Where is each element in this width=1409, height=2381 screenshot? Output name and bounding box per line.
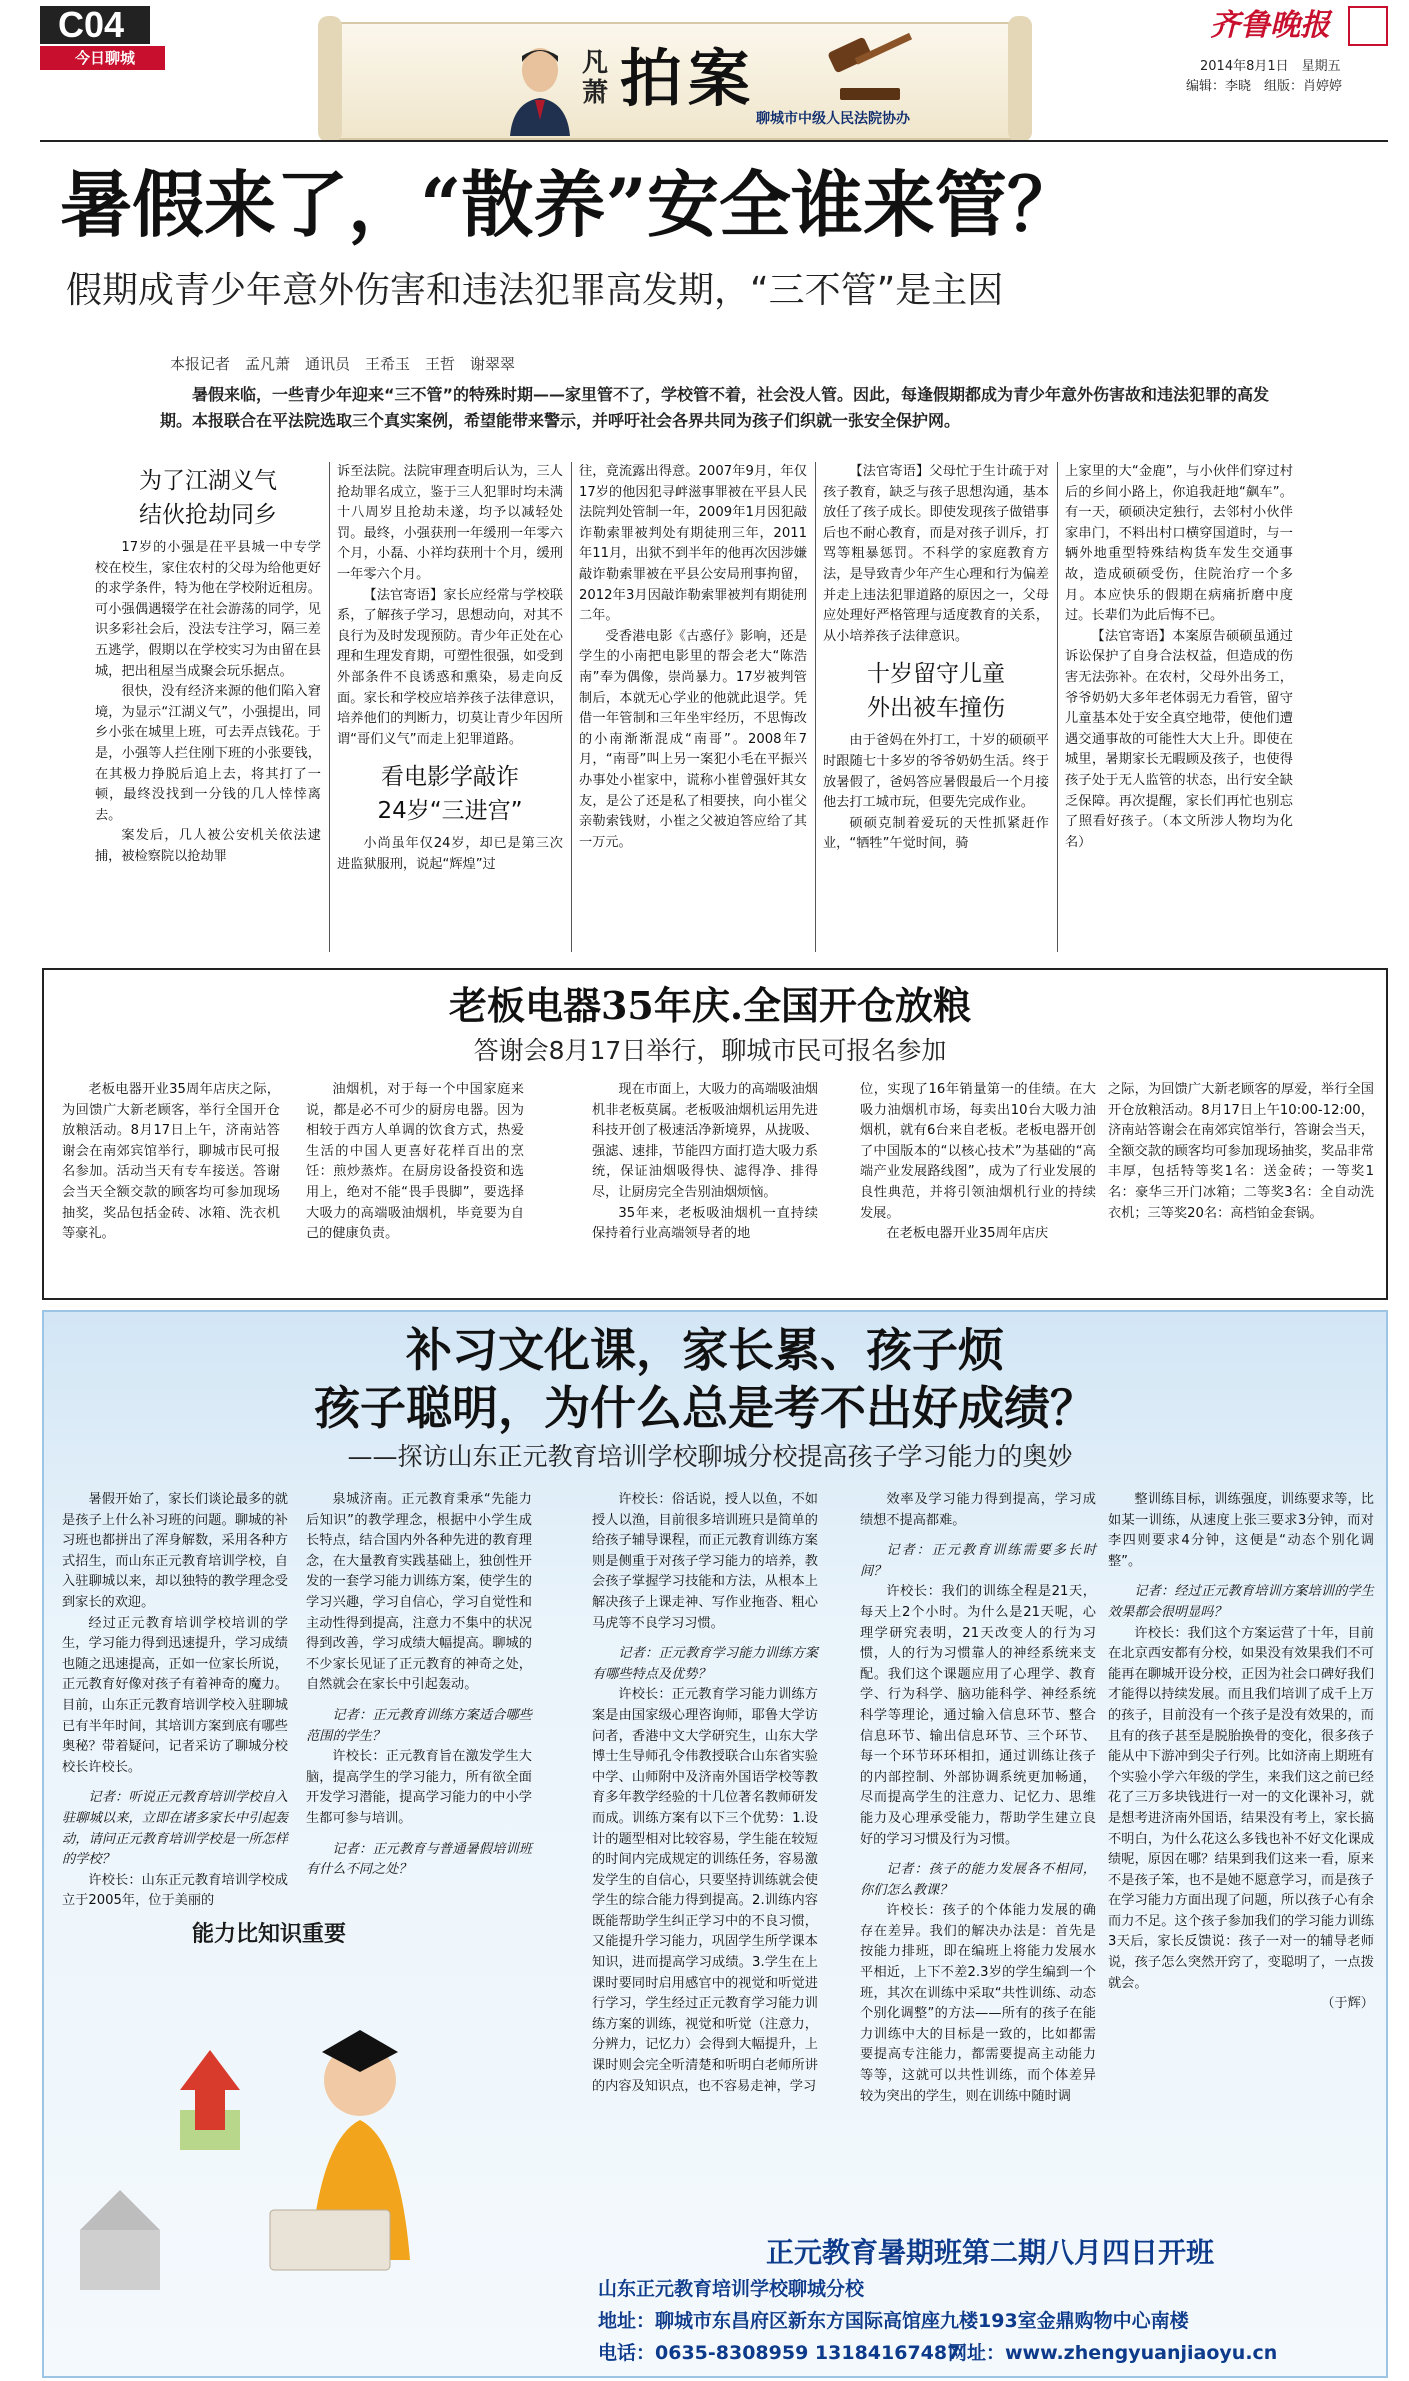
story3-col2 [306, 1490, 532, 1890]
interview-answer: 许校长：正元教育旨在激发学生大脑，提高学生的学习能力，所有欲全面开发学习潜能，提高学习能力的中小学生都可参与培训。 [306, 1749, 532, 1826]
story2-col3 [592, 1080, 818, 1290]
story1-col2 [337, 462, 563, 952]
paragraph: 【法官寄语】本案原告硕硕虽通过诉讼保护了自身合法权益，但造成的伤害无法弥补。在农村，父母外出务工，爷爷奶奶大多年老体弱无力看管，留守儿童基本处于安全真空地带，使他们遭遇交通事故的可能性大大上升。即使在城里，暑期家长无暇顾及孩子，也使得孩子处于无人监管的状态，出行安全缺乏保障。再次提醒，家长们再忙也别忘了照看好孩子。（本文所涉人物均为化名） [1065, 628, 1293, 850]
editor-line: 编辑：李晓 组版：肖婷婷 [1186, 79, 1343, 94]
story3-col3 [592, 1490, 818, 2230]
masthead [0, 0, 1409, 140]
interview-answer: 许校长：正元教育学习能力训练方案是由国家级心理咨询师，耶鲁大学访问者，香港中文大学研究生，山东大学博士生导师孔令伟教授联合山东省实验中学、山师附中及济南外国语学校等教育多年教学经验的十几位著名教师研发而成。训练方案有以下三个优势：1.设计的题型相对比较容易，学生能在较短的时间内完成规定的训练任务，容易激发学生的自信心，只要坚持训练就会使学生的综合能力得到提高。2.训练内容既能帮助学生纠正学习中的不良习惯，又能提升学习能力，巩固学生所学课本知识，进而提高学习成绩。3.学生在上课时要同时启用感官中的视觉和听觉进行学习，学生经过正元教育学习能力训练方案的训练，视觉和听觉（注意力，分辨力，记忆力）会得到大幅提升，上课时则会完全听清楚和听明白老师所讲的内容及知识点，也不容易走神，学习 [592, 1687, 818, 2094]
ad-address: 地址：聊城市东昌府区新东方国际高馆座九楼193室金鼎购物中心南楼 [598, 2310, 1189, 2332]
paragraph: 小尚虽年仅24岁，却已是第三次进监狱服刑，说起“辉煌”过 [337, 836, 563, 872]
interview-question: 记者：正元教育训练方案适合哪些范围的学生？ [306, 1707, 532, 1744]
interview-answer: 许校长：我们这个方案运营了十年，目前在北京西安都有分校，如果没有效果我们不可能再在聊城开设分校，正因为社会口碑好我们才能得以持续发展。而且我们培训了成千上万的孩子，目前没有一个孩子是没有效果的，而且有的孩子甚至是脱胎换骨的变化，很多孩子能从中下游冲到尖子行列。比如济南上期班有个实验小学六年级的学生，来我们这之前已经花了三万多块钱进行一对一的文化课补习，就是想考进济南外国语，结果没有考上，家长搞不明白，为什么花这么多钱也补不好文化课成绩呢，原因在哪？结果到我们这来一看，原来不是孩子笨，也不是她不愿意学习，而是孩子在学习能力方面出现了问题，所以孩子心有余而力不足。这个孩子参加我们的学习能力训练3天后，家长反馈说：孩子一对一的辅导老师说，孩子怎么突然开窍了，变聪明了，一点拨就会。 [1108, 1625, 1374, 1991]
ad-phone: 电话：0635-8308959 13184167487 [598, 2342, 961, 2364]
paragraph: 诉至法院。法院审理查明后认为，三人抢劫罪名成立，鉴于三人犯罪时均未满十八周岁且抢劫未遂，均予以减轻处罚。最终，小强获刑一年缓刑一年零六个月，小磊、小祥均获刑十个月，缓刑一年零六个月。 [337, 464, 563, 582]
story1-col1 [95, 462, 321, 952]
paragraph: 经过正元教育培训学校培训的学生，学习能力得到迅速提升，学习成绩也随之迅速提高，正如一位家长所说，正元教育好像对孩子有着神奇的魔力。目前，山东正元教育培训学校入驻聊城已有半年时间，其培训方案到底有哪些奥秘？带着疑问，记者采访了聊城分校校长许校长。 [62, 1615, 288, 1775]
story2-subhead: 答谢会8月17日举行，聊城市民可报名参加 [473, 1036, 947, 1065]
interview-answer: 许校长：孩子的个体能力发展的确存在差异。我们的解决办法是：首先是按能力排班，即在编班上将能力发展水平相近，上下不差2.3岁的学生编到一个班，其次在训练中采取“共性训练、动态个别化调整”的方法——所有的孩子在能力训练中大的目标是一致的，比如都需要提高专注能力，都需要提高主动能力等等，这就可以共性训练，而个体差异较为突出的学生，则在训练中随时调 [860, 1903, 1096, 2104]
page-code: C04 [58, 4, 125, 45]
story1-sub1: 为了江湖义气 结伙抢劫同乡 [139, 468, 277, 528]
story2-col2 [306, 1080, 524, 1290]
story1-subhead: 假期成青少年意外伤害和违法犯罪高发期，“三不管”是主因 [66, 270, 1004, 311]
story3-headline2: 孩子聪明，为什么总是考不出好成绩？ [314, 1381, 1096, 1435]
paragraph: 上家里的大“金鹿”，与小伙伴们穿过村后的乡间小路上，你追我赶地“飙车”。有一天，硕硕决定独行，去邻村小伙伴家串门，不料出村口横穿国道时，与一辆外地重型特殊结构货车发生交通事故，造成硕硕受伤，住院治疗一个多月。本应快乐的假期在病痛折磨中度过。长辈们为此后悔不已。 [1065, 464, 1293, 624]
story3-col4 [860, 1490, 1096, 2230]
child-illustration [60, 1960, 560, 2300]
paragraph: 效率及学习能力得到提高，学习成绩想不提高都难。 [860, 1492, 1096, 1528]
story1-col3 [579, 462, 807, 952]
interview-answer: 许校长：山东正元教育培训学校成立于2005年，位于美丽的 [62, 1872, 288, 1909]
interview-answer: 许校长：俗话说，授人以鱼，不如授人以渔，目前很多培训班只是简单的给孩子辅导课程，而正元教育训练方案则是侧重于对孩子学习能力的培养，教会孩子掌握学习技能和方法，从根本上解决孩子上课走神、写作业拖沓、粗心马虎等不良学习习惯。 [592, 1492, 818, 1631]
story2-headline: 老板电器35年庆.全国开仓放粮 [448, 983, 972, 1028]
story1-intro: 暑假来临，一些青少年迎来“三不管”的特殊时期——家里管不了，学校管不着，社会没人管。因此，每逢假期都成为青少年意外伤害故和违法犯罪的高发期。本报联合在平法院选取三个真实案例，希望能带来警示，并呼吁社会各界共同为孩子们织就一张安全保护网。 [160, 385, 1270, 430]
story2-col1 [62, 1080, 280, 1290]
paragraph: 很快，没有经济来源的他们陷入窘境，为显示“江湖义气”，小强提出，同乡小张在城里上班，可去弄点钱花。于是，小强等人拦住刚下班的小张要钱，在其极力挣脱后追上去，将其打了一顿，最终没找到一分钱的几人悻悻离去。 [95, 684, 321, 823]
paragraph: 往，竟流露出得意。2007年9月，年仅17岁的他因犯寻衅滋事罪被在平县人民法院判处管制一年，2009年1月因犯敲诈勒索罪被判处有期徒刑三年，2011年11月，出狱不到半年的他再次因涉嫌敲诈勒索罪被在平县公安局刑事拘留，2012年3月因敲诈勒索罪被判有期徒刑二年。 [579, 464, 807, 624]
column-rule [571, 462, 572, 952]
paragraph: 位，实现了16年销量第一的佳绩。在大吸力油烟机市场，每卖出10台大吸力油烟机，就有6台来自老板。老板电器开创了中国版本的“以核心技术”为基础的“高端产业发展路线图”，成为了行业发展的良性典范，并将引领油烟机行业的持续发展。 [860, 1082, 1096, 1221]
story2-col4 [860, 1080, 1096, 1290]
story1-headline: 暑假来了，“散养”安全谁来管？ [60, 162, 1079, 247]
column-title-big: 拍案 [620, 42, 757, 115]
gavel-icon [820, 36, 930, 110]
interview-question: 记者：经过正元教育培训方案培训的学生效果都会很明显吗？ [1108, 1584, 1374, 1620]
paragraph: 【法官寄语】家长应经常与学校联系，了解孩子学习，思想动向，对其不良行为及时发现预防。青少年正处在心理和生理发育期，可塑性很强，如受到外部条件不良诱惑和熏染，易走向反面。家长和学校应培养孩子法律意识，培养他们的判断力，切莫让青少年因所谓“哥们义气”而走上犯罪道路。 [337, 587, 563, 747]
author-credit: （于辉） [1321, 1996, 1374, 2012]
column-title-small: 凡萧 [582, 48, 609, 108]
story1-col5 [1065, 462, 1293, 952]
story3-headline1: 补习文化课，家长累、孩子烦 [406, 1323, 1004, 1377]
paragraph: 由于爸妈在外打工，十岁的硕硕平时跟随七十多岁的爷爷奶奶生活。终于放暑假了，爸妈答应暑假最后一个月接他去打工城市玩，但要先完成作业。 [823, 733, 1049, 811]
column-rule [815, 462, 816, 952]
story3-col1 [62, 1490, 288, 1909]
paragraph: 17岁的小强是茌平县城一中专学校在校生，家住农村的父母为给他更好的求学条件，特为他在学校附近租房。可小强偶遇辍学在社会游荡的同学，见识多彩社会后，没法专注学习，隔三差五逃学，假期以在学校实习为由留在县城，把出租屋当成聚会玩乐据点。 [95, 540, 321, 679]
paper-name: 齐鲁晚报 [1210, 8, 1330, 43]
story3-col5 [1108, 1490, 1374, 2270]
paragraph: 在老板电器开业35周年店庆 [886, 1226, 1049, 1242]
interview-question: 记者：正元教育与普通暑假培训班有什么不同之处？ [306, 1841, 532, 1878]
paragraph: 现在市面上，大吸力的高端吸油烟机非老板莫属。老板吸油烟机运用先进科技开创了极速活净新境界，从拢吸、强滤、速排，节能四方面打造大吸力系统，保证油烟吸得快、滤得净、排得尽，让厨房完全告别油烟烦恼。 [592, 1082, 818, 1200]
paragraph: 老板电器开业35周年店庆之际，为回馈广大新老顾客，举行全国开仓放粮活动。8月17日上午，济南站答谢会在南郊宾馆举行，聊城市民可报名参加。活动当天有专车接送。答谢会当天全额交款的顾客均可参加现场抽奖，奖品包括金砖、冰箱、洗衣机等豪礼。 [62, 1082, 280, 1242]
scroll-end-left [318, 16, 342, 142]
story2-col5 [1108, 1080, 1374, 1290]
paragraph: 案发后，几人被公安机关依法逮捕，被检察院以抢劫罪 [95, 828, 321, 864]
paragraph: 硕硕克制着爱玩的天性抓紧赶作业，“牺牲”午觉时间，骑 [823, 815, 1049, 852]
paragraph: 油烟机，对于每一个中国家庭来说，都是必不可少的厨房电器。因为相较于西方人单调的饮食方式，热爱生活的中国人更喜好花样百出的烹饪：煎炒蒸炸。在厨房设备投资和选用上，绝对不能“畏手畏脚”，要选择大吸力的高端吸油烟机，毕竟要为自己的健康负责。 [306, 1082, 524, 1242]
paragraph: 整训练目标，训练强度，训练要求等，比如某一训练，从速度上张三要求3分钟，而对李四则要求4分钟，这便是“动态个别化调整”。 [1108, 1492, 1374, 1569]
ad-school: 山东正元教育培训学校聊城分校 [598, 2278, 865, 2300]
paragraph: 之际，为回馈广大新老顾客的厚爱，举行全国开仓放粮活动。8月17日上午10:00-12:00，济南站答谢会在南郊宾馆举行，答谢会当天，全额交款的顾客均可参加现场抽奖，奖品非常丰厚，包括特等奖1名：送金砖；一等奖1名：豪华三开门冰箱；二等奖3名：全自动洗衣机；三等奖20名：高档铂金套锅。 [1108, 1082, 1374, 1221]
paragraph: 受香港电影《古惑仔》影响，还是学生的小南把电影里的帮会老大“陈浩南”奉为偶像，崇尚暴力。17岁被判管制后，本就无心学业的他就此退学。凭借一年管制和三年坐牢经历，不思悔改的小南渐渐混成“南哥”。2008年7月，“南哥”叫上另一案犯小毛在平振兴办事处小崔家中，谎称小崔曾强奸其女友，是公了还是私了相要挟，向小崔父亲勒索钱财，小崔之父被迫答应给了其一万元。 [579, 628, 807, 850]
paragraph: 【法官寄语】父母忙于生计疏于对孩子教育，缺乏与孩子思想沟通，基本放任了孩子成长。即使发现孩子做错事后也不耐心教育，而是对孩子训斥，打骂等粗暴惩罚。不科学的家庭教育方法，是导致青少年产生心理和行为偏差并走上违法犯罪道路的原因之一，父母应处理好严格管理与适度教育的关系，从小培养孩子法律意识。 [823, 464, 1049, 644]
story1-byline: 本报记者 孟凡萧 通讯员 王希玉 王哲 谢翠翠 [170, 355, 516, 373]
interview-answer: 许校长：我们的训练全程是21天，每天上2个小时。为什么是21天呢，心理学研究表明，21天改变人的行为习惯，人的行为习惯靠人的神经系统来支配。我们这个课题应用了心理学、教育学、行为科学、脑功能科学、神经系统科学等理论，通过输入信息环节、整合信息环节、输出信息环节、三个环节、每一个环节环环相扣，通过训练让孩子的内部控制、外部协调系统更加畅通，尽而提高学生的注意力、记忆力、思维能力及心理承受能力，帮助学生建立良好的学习习惯及行为习惯。 [860, 1584, 1096, 1847]
ad-title: 正元教育暑期班第二期八月四日开班 [765, 2236, 1214, 2269]
date-line: 2014年8月1日 星期五 [1200, 59, 1341, 74]
reporter-portrait [505, 40, 575, 136]
story1-sub3: 十岁留守儿童 外出被车撞伤 [867, 661, 1005, 722]
column-sub: 聊城市中级人民法院协办 [756, 111, 910, 127]
column-rule [329, 462, 330, 952]
column-rule [1057, 462, 1058, 952]
paragraph: 35年来，老板吸油烟机一直持续保持着行业高端领导者的地 [592, 1205, 818, 1242]
interview-question: 记者：孩子的能力发展各不相同，你们怎么教课？ [860, 1862, 1096, 1898]
scroll-end-right [1008, 16, 1032, 142]
interview-question: 记者：听说正元教育培训学校自入驻聊城以来，立即在诸多家长中引起轰动，请问正元教育培训学校是一所怎样的学校？ [62, 1790, 288, 1868]
story1-sub2: 看电影学敲诈 24岁“三进宫” [377, 764, 523, 825]
interview-question: 记者：正元教育学习能力训练方案有哪些特点及优势？ [592, 1646, 818, 1682]
interview-question: 记者：正元教育训练需要多长时间？ [860, 1543, 1096, 1579]
paper-logo-box [1348, 6, 1388, 46]
paragraph: 暑假开始了，家长们谈论最多的就是孩子上什么补习班的问题。聊城的补习班也都拼出了浑身解数，采用各种方式招生，而山东正元教育培训学校，自入驻聊城以来，却以独特的教学理念受到家长的欢迎。 [62, 1492, 288, 1610]
paragraph: 泉城济南。正元教育秉承“先能力后知识”的教学理念，根据中小学生成长特点，结合国内外各种先进的教育理念，在大量教育实践基础上，独创性开发的一套学习能力训练方案，使学生的学习兴趣，学习自信心，学习自觉性和主动性得到提高，注意力不集中的状况得到改善，学习成绩大幅提高。聊城的不少家长见证了正元教育的神奇之处，自然就会在家长中引起轰动。 [306, 1492, 532, 1693]
story1-col4 [823, 462, 1049, 952]
story3-subhead: ——探访山东正元教育培训学校聊城分校提高孩子学习能力的奥妙 [347, 1442, 1073, 1471]
tagline: 能力比知识重要 [192, 1922, 347, 1947]
section-label: 今日聊城 [75, 49, 136, 67]
ad-website[interactable]: 网址：www.zhengyuanjiaoyu.cn [948, 2342, 1278, 2364]
masthead-rule [40, 140, 1388, 142]
